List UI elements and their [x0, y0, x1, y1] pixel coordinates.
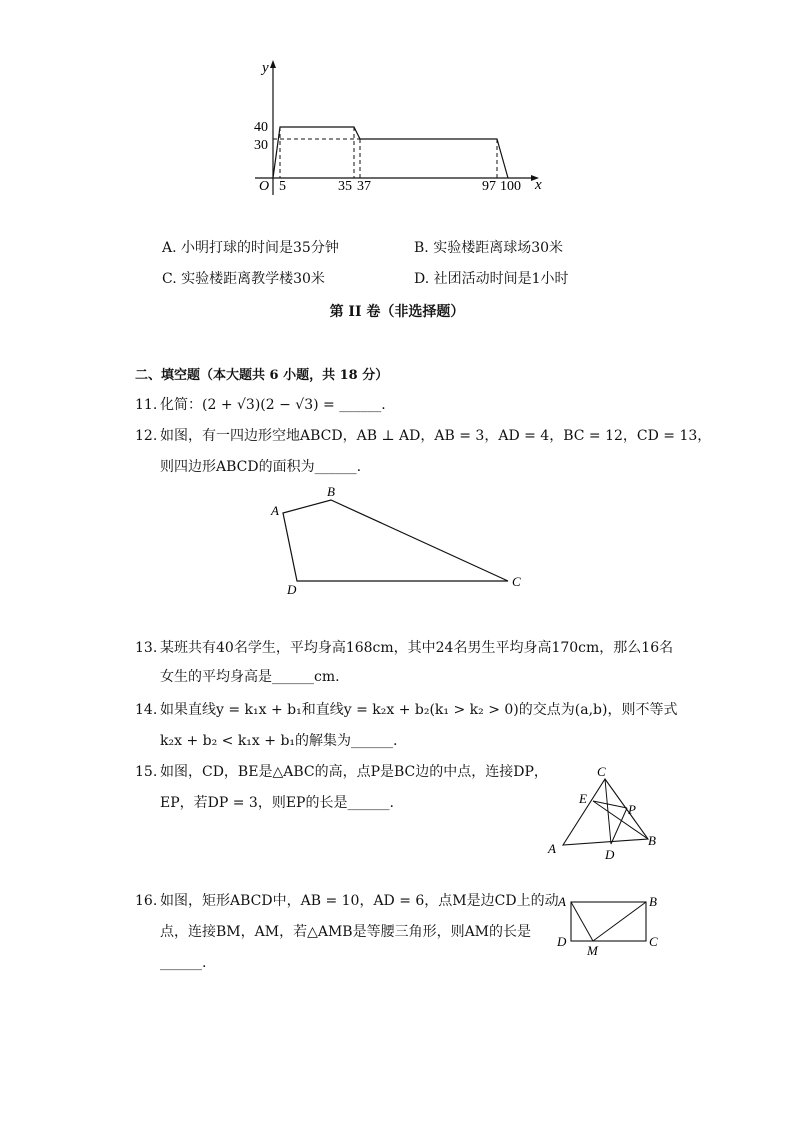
- q16-label-c: C: [649, 934, 658, 949]
- y-tick-40: 40: [254, 120, 268, 135]
- q16-label-b: B: [649, 894, 657, 909]
- q12-number: 12.: [135, 428, 158, 444]
- q12-label-c: C: [512, 574, 521, 589]
- q11-text: 化简：(2 + √3)(2 − √3) = ______.: [160, 397, 386, 413]
- q12-line2: 则四边形ABCD的面积为______.: [160, 459, 362, 475]
- graph-line: [273, 127, 508, 178]
- q15-label-d: D: [605, 847, 615, 862]
- x-tick-5: 5: [279, 179, 286, 194]
- option-a: A. 小明打球的时间是35分钟: [162, 240, 339, 256]
- q12-label-d: D: [287, 582, 297, 597]
- q16-label-d: D: [557, 934, 567, 949]
- x-tick-35: 35: [338, 179, 352, 194]
- q15-label-a: A: [548, 841, 556, 856]
- q13-line1: 某班共有40名学生，平均身高168cm，其中24名男生平均身高170cm，那么16名: [160, 640, 674, 656]
- q12-label-b: B: [327, 484, 335, 499]
- x-axis-label: x: [535, 177, 542, 193]
- q15-label-c: C: [597, 764, 606, 779]
- q14-line1: 如果直线y = k₁x + b₁和直线y = k₂x + b₂(k₁ > k₂ > 0)的交点为(a,b)，则不等式: [160, 702, 678, 718]
- q16-line2: 点，连接BM，AM，若△AMB是等腰三角形，则AM的长是: [160, 924, 532, 940]
- q15-label-b: B: [648, 833, 656, 848]
- option-b: B. 实验楼距离球场30米: [414, 240, 564, 256]
- q15-number: 15.: [135, 764, 158, 780]
- q13-number: 13.: [135, 640, 158, 656]
- q15-label-e: E: [579, 791, 587, 806]
- q12-quadrilateral-figure: [265, 480, 535, 600]
- q16-line3: ______.: [160, 955, 207, 971]
- quadrilateral-abcd: [283, 500, 508, 581]
- q12-label-a: A: [271, 503, 279, 518]
- q15-line2: EP，若DP = 3，则EP的长是______.: [160, 795, 394, 811]
- segment-dp: [611, 808, 627, 844]
- q11-number: 11.: [135, 397, 158, 413]
- part2-title: 第 II 卷（非选择题）: [329, 304, 465, 320]
- q16-label-m: M: [587, 943, 598, 958]
- segment-bm: [593, 902, 646, 941]
- q12-line1: 如图，有一四边形空地ABCD，AB ⊥ AD，AB = 3，AD = 4，BC = 12，CD = 13，: [160, 428, 712, 444]
- section2-heading: 二、填空题（本大题共 6 小题，共 18 分）: [135, 368, 389, 383]
- y-axis-arrow: [270, 60, 276, 68]
- x-tick-37: 37: [357, 179, 371, 194]
- x-tick-97: 97: [482, 179, 496, 194]
- q15-label-p: P: [628, 802, 636, 817]
- distance-time-graph: [245, 55, 555, 200]
- q16-rectangle-figure: [553, 890, 668, 962]
- x-tick-100: 100: [500, 179, 521, 194]
- y-tick-30: 30: [254, 138, 268, 153]
- q14-number: 14.: [135, 702, 158, 718]
- y-axis-label: y: [262, 60, 269, 76]
- q16-number: 16.: [135, 893, 158, 909]
- q16-label-a: A: [558, 894, 566, 909]
- segment-am: [571, 902, 593, 941]
- q14-line2: k₂x + b₂ < k₁x + b₁的解集为______.: [160, 733, 398, 749]
- q16-line1: 如图，矩形ABCD中，AB = 10，AD = 6，点M是边CD上的动: [160, 893, 559, 909]
- option-c: C. 实验楼距离教学楼30米: [162, 271, 325, 287]
- option-d: D. 社团活动时间是1小时: [414, 271, 569, 287]
- origin-label: O: [259, 179, 270, 194]
- q15-line1: 如图，CD，BE是△ABC的高，点P是BC边的中点，连接DP，: [160, 764, 548, 780]
- q15-triangle-figure: [545, 762, 665, 867]
- q13-line2: 女生的平均身高是______cm.: [160, 669, 340, 685]
